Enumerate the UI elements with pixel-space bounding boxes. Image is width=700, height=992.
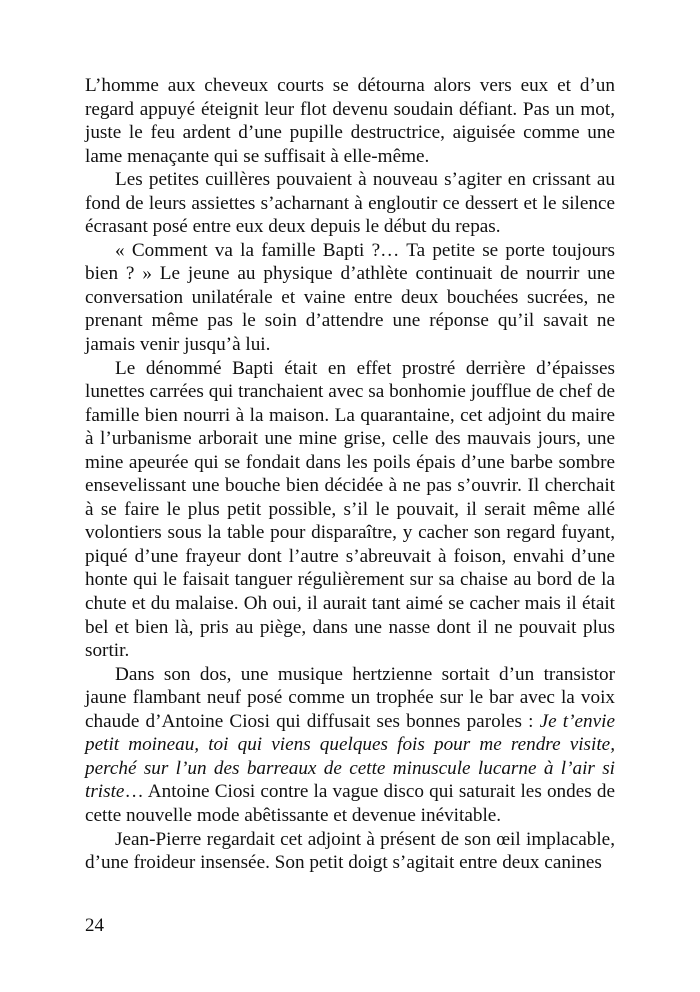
paragraph-4: Le dénommé Bapti était en effet prostré derrière d’épaisses lunettes carrées qui tranchaient avec sa bonhomie joufflue de chef de famille bien nourri à la maison. La quarantaine, cet adjoint du maire à l’urbanisme arborait une mine grise, celle des mauvais jours, une mine apeurée qui se fondait dans les poils épais d’une barbe sombre ensevelissant une bouche bien décidée à ne pas s’ouvrir. Il cherchait à se faire le plus petit possible, s’il le pouvait, il serait même allé volontiers sous la table pour disparaître, y cacher son regard fuyant, piqué d’une frayeur dont l’autre s’abreuvait à foison, envahi d’une honte qui le faisait tanguer régulièrement sur sa chaise au bord de la chute et du malaise. Oh oui, il aurait tant aimé se cacher mais il était bel et bien là, pris au piège, dans une nasse dont il ne pouvait plus sortir.: [85, 357, 615, 662]
paragraph-6: Jean-Pierre regardait cet adjoint à présent de son œil implacable, d’une froideur insensée. Son petit doigt s’agitait entre deux canines: [85, 828, 615, 874]
paragraph-3: « Comment va la famille Bapti ?… Ta petite se porte toujours bien ? » Le jeune au physique d’athlète continuait de nourrir une conversation unilatérale et vaine entre deux bouchées sucrées, ne prenant même pas le soin d’attendre une réponse qu’il savait ne jamais venir jusqu’à lui.: [85, 239, 615, 356]
paragraph-5: [85, 663, 615, 828]
page-body: [85, 74, 615, 875]
paragraph-5-text: Dans son dos, une musique hertzienne sortait d’un transistor jaune flambant neuf posé comme un trophée sur le bar avec la voix chaude d’Antoine Ciosi qui diffusait ses bonnes paroles :: [85, 663, 615, 732]
paragraph-1: L’homme aux cheveux courts se détourna alors vers eux et d’un regard appuyé éteignit leur flot devenu soudain défiant. Pas un mot, juste le feu ardent d’une pupille destructrice, aiguisée comme une lame menaçante qui se suffisait à elle-même.: [85, 75, 615, 167]
song-lyrics-quote: Je t’envie petit moineau, toi qui viens quelques fois pour me rendre visite, perché sur l’un des barreaux de cette minuscule lucarne à l’air si triste: [85, 710, 615, 803]
paragraph-5-text-after: … Antoine Ciosi contre la vague disco qui saturait les ondes de cette nouvelle mode abêtissante et devenue inévitable.: [85, 781, 615, 826]
page-number: 24: [85, 915, 104, 936]
paragraph-2: Les petites cuillères pouvaient à nouveau s’agiter en crissant au fond de leurs assiettes s’acharnant à engloutir ce dessert et le silence écrasant posé entre eux deux depuis le début du repas.: [85, 169, 615, 238]
